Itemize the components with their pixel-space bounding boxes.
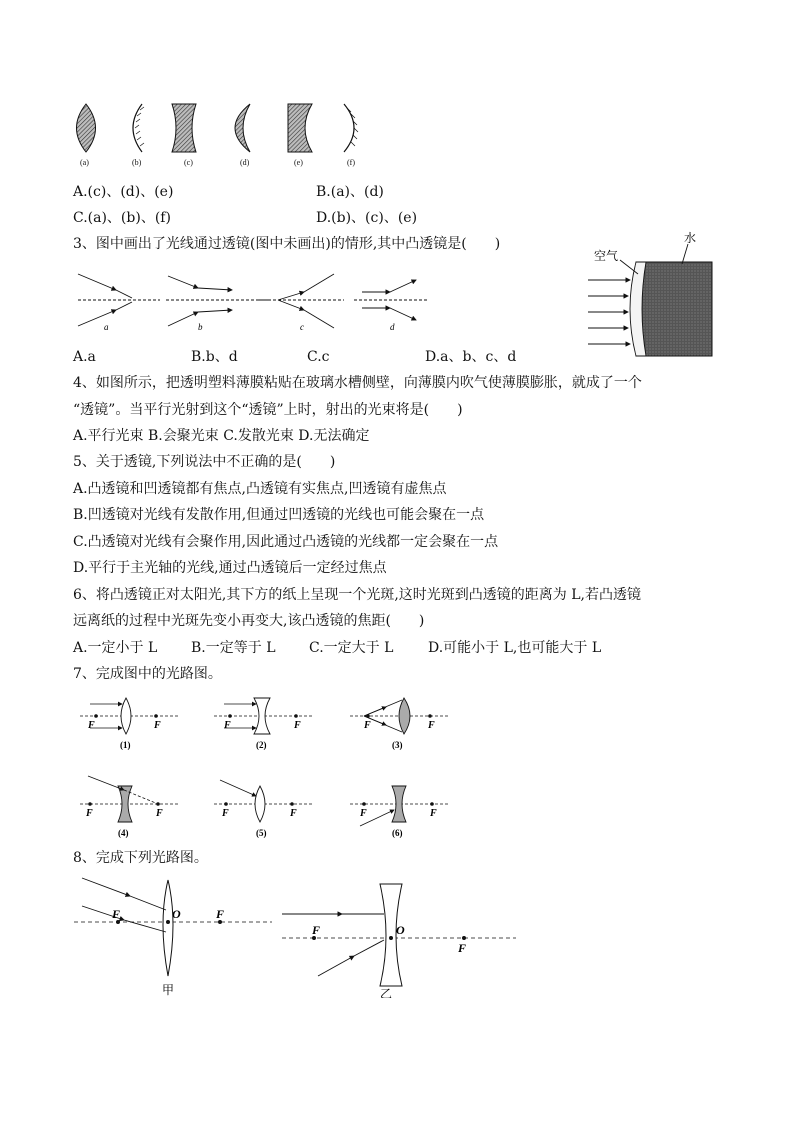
- caption-a: (a): [80, 158, 89, 167]
- caption-f: (f): [347, 158, 355, 167]
- q8-fig-name-jia: 甲: [162, 983, 175, 997]
- fig-label-c: c: [300, 322, 304, 332]
- q7-fig-number-6: (6): [392, 828, 403, 838]
- fig-label-b: b: [198, 322, 203, 332]
- q7-f-label: F: [222, 808, 229, 819]
- air-label: 空气: [594, 249, 619, 263]
- q2-option-a: A.(c)、(d)、(e): [73, 184, 174, 200]
- q7-f-label: F: [88, 720, 95, 731]
- q4-question-line1: 4、如图所示，把透明塑料薄膜粘贴在玻璃水槽侧壁，向薄膜内吹气使薄膜膨胀，就成了一个: [73, 375, 642, 391]
- q8-o-label: O: [172, 907, 181, 921]
- q7-f-label: F: [364, 720, 371, 731]
- q8-light-path-figures: [72, 872, 522, 998]
- q3-ray-figures: [72, 262, 432, 338]
- q2-option-c: C.(a)、(b)、(f): [73, 210, 171, 226]
- q6-option-a: A.一定小于 L: [73, 640, 158, 656]
- lens-shapes-figure: [60, 98, 380, 170]
- q7-fig-number-4: (4): [118, 828, 129, 838]
- q8-f-label: F: [458, 941, 467, 955]
- q7-fig-number-3: (3): [392, 740, 403, 750]
- water-label: 水: [684, 231, 697, 245]
- q8-o-label: O: [396, 923, 405, 937]
- q7-f-label: F: [290, 808, 297, 819]
- caption-e: (e): [294, 158, 303, 167]
- lens-b-shape: [133, 104, 142, 152]
- q3-option-d: D.a、b、c、d: [425, 349, 517, 365]
- q8-f-label: F: [312, 923, 321, 937]
- q7-f-label: F: [428, 720, 435, 731]
- fig-label-d: d: [390, 322, 395, 332]
- q7-question: 7、完成图中的光路图。: [73, 666, 222, 682]
- tank-water: [636, 262, 712, 356]
- q7-f-label: F: [86, 808, 93, 819]
- q5-option-c: C.凸透镜对光线有会聚作用,因此通过凸透镜的光线都一定会聚在一点: [73, 534, 499, 550]
- q8-fig-name-yi: 乙: [380, 987, 393, 998]
- lens-f-shape: [344, 104, 354, 152]
- lens-e-shape: [288, 104, 312, 152]
- q7-f-label: F: [154, 720, 161, 731]
- lens-a-shape: [77, 104, 96, 152]
- q7-fig-number-2: (2): [256, 740, 267, 750]
- q3-option-b: B.b、d: [191, 349, 238, 365]
- q2-option-d: D.(b)、(c)、(e): [316, 210, 418, 226]
- q3-option-c: C.c: [307, 349, 330, 365]
- q7-fig-number-1: (1): [120, 740, 131, 750]
- q6-option-c: C.一定大于 L: [309, 640, 394, 656]
- q7-light-path-figures: [74, 690, 454, 840]
- q6-option-d: D.可能小于 L,也可能大于 L: [428, 640, 602, 656]
- q5-question: 5、关于透镜,下列说法中不正确的是( ): [73, 454, 336, 470]
- q8-convex-lens: [163, 880, 173, 976]
- q8-question: 8、完成下列光路图。: [73, 850, 208, 866]
- q7-f-label: F: [430, 808, 437, 819]
- q6-option-b: B.一定等于 L: [191, 640, 276, 656]
- q3-option-a: A.a: [73, 349, 96, 365]
- caption-c: (c): [184, 158, 193, 167]
- q5-option-a: A.凸透镜和凹透镜都有焦点,凸透镜有实焦点,凹透镜有虚焦点: [73, 481, 447, 497]
- q7-f-label: F: [224, 720, 231, 731]
- q6-question-line2: 远离纸的过程中光斑先变小再变大,该凸透镜的焦距( ): [73, 613, 425, 629]
- lens-c-shape: [172, 104, 196, 152]
- q6-question-line1: 6、将凸透镜正对太阳光,其下方的纸上呈现一个光斑,这时光斑到凸透镜的距离为 L,若凸透镜: [73, 587, 642, 603]
- q5-option-b: B.凹透镜对光线有发散作用,但通过凹透镜的光线也可能会聚在一点: [73, 507, 485, 523]
- q8-f-label: F: [112, 907, 121, 921]
- q7-fig-number-5: (5): [256, 828, 267, 838]
- caption-b: (b): [132, 158, 142, 167]
- q7-f-label: F: [294, 720, 301, 731]
- q8-f-label: F: [216, 907, 225, 921]
- caption-d: (d): [240, 158, 250, 167]
- q4-question-line2: “透镜”。当平行光射到这个“透镜”上时，射出的光束将是( ): [73, 402, 463, 418]
- q7-f-label: F: [156, 808, 163, 819]
- q2-option-b: B.(a)、(d): [316, 184, 384, 200]
- q5-option-d: D.平行于主光轴的光线,通过凸透镜后一定经过焦点: [73, 560, 387, 576]
- q3-question: 3、图中画出了光线通过透镜(图中未画出)的情形,其中凸透镜是( ): [73, 236, 501, 252]
- fig-label-a: a: [104, 322, 109, 332]
- water-tank-figure: [586, 228, 718, 360]
- q7-f-label: F: [360, 808, 367, 819]
- lens-d-shape: [235, 104, 250, 152]
- q4-options: A.平行光束 B.会聚光束 C.发散光束 D.无法确定: [73, 428, 370, 444]
